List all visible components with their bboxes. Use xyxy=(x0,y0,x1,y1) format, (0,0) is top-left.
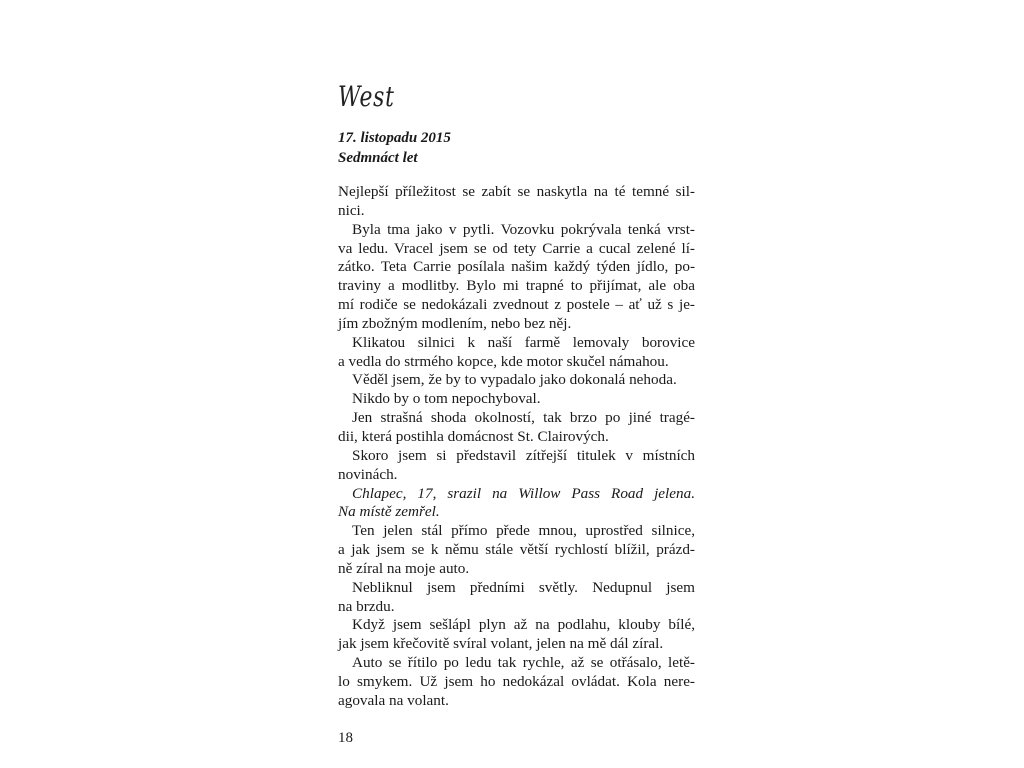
text-line: Nebliknul jsem předními světly. Nedupnul jsem xyxy=(352,578,695,596)
text-line: a jak jsem se k němu stále větší rychlostí blížil, prázd- xyxy=(338,541,695,559)
page-number: 18 xyxy=(338,730,353,746)
text-line: Na místě zemřel. xyxy=(338,503,440,521)
chapter-dateline xyxy=(338,128,451,168)
text-line: Chlapec, 17, srazil na Willow Pass Road jelena. xyxy=(352,484,695,502)
text-line: mí rodiče se nedokázali zvednout z postele – ať už s je- xyxy=(338,296,695,314)
text-line: Auto se řítilo po ledu tak rychle, až se otřásalo, letě- xyxy=(352,654,695,672)
chapter-age: Sedmnáct let xyxy=(338,150,418,166)
text-line: Věděl jsem, že by to vypadalo jako dokonalá nehoda. xyxy=(352,371,677,389)
chapter-date: 17. listopadu 2015 xyxy=(338,130,451,146)
text-line: Nejlepší příležitost se zabít se naskytla na té temné sil- xyxy=(338,183,695,200)
text-line: Nikdo by o tom nepochyboval. xyxy=(352,390,541,408)
text-line: Skoro jsem si představil zítřejší titulek v místních xyxy=(352,446,695,464)
text-line: ně zíral na moje auto. xyxy=(338,559,470,577)
text-line: jím zbožným modlením, nebo bez něj. xyxy=(338,314,572,332)
text-line: novinách. xyxy=(338,465,398,483)
text-line: Když jsem sešlápl plyn až na podlahu, klouby bílé, xyxy=(352,616,695,634)
text-line: jak jsem křečovitě svíral volant, jelen na mě dál zíral. xyxy=(338,635,664,653)
text-line: va ledu. Vracel jsem se od tety Carrie a cucal zelené lí- xyxy=(338,239,695,257)
text-line: Byla tma jako v pytli. Vozovku pokrývala tenká vrst- xyxy=(352,220,695,238)
text-line: Ten jelen stál přímo přede mnou, uprostřed silnice, xyxy=(352,522,695,540)
text-line: Jen strašná shoda okolností, tak brzo po jiné tragé- xyxy=(352,409,695,427)
text-line: traviny a modlitby. Bylo mi trapné to přijímat, ale oba xyxy=(338,277,695,295)
book-page xyxy=(338,0,695,768)
text-line: na brzdu. xyxy=(338,597,395,615)
text-line: dii, která postihla domácnost St. Clairových. xyxy=(338,427,609,445)
body-text xyxy=(338,183,695,711)
text-line: nici. xyxy=(338,201,365,219)
text-line: zátko. Teta Carrie posílala našim každý týden jídlo, po- xyxy=(338,258,695,276)
text-line: Klikatou silnici k naší farmě lemovaly borovice xyxy=(352,333,695,351)
chapter-title: West xyxy=(338,80,395,113)
text-line: lo smykem. Už jsem ho nedokázal ovládat. Kola nere- xyxy=(338,672,695,690)
text-line: agovala na volant. xyxy=(338,691,449,709)
text-line: a vedla do strmého kopce, kde motor skučel námahou. xyxy=(338,352,669,370)
